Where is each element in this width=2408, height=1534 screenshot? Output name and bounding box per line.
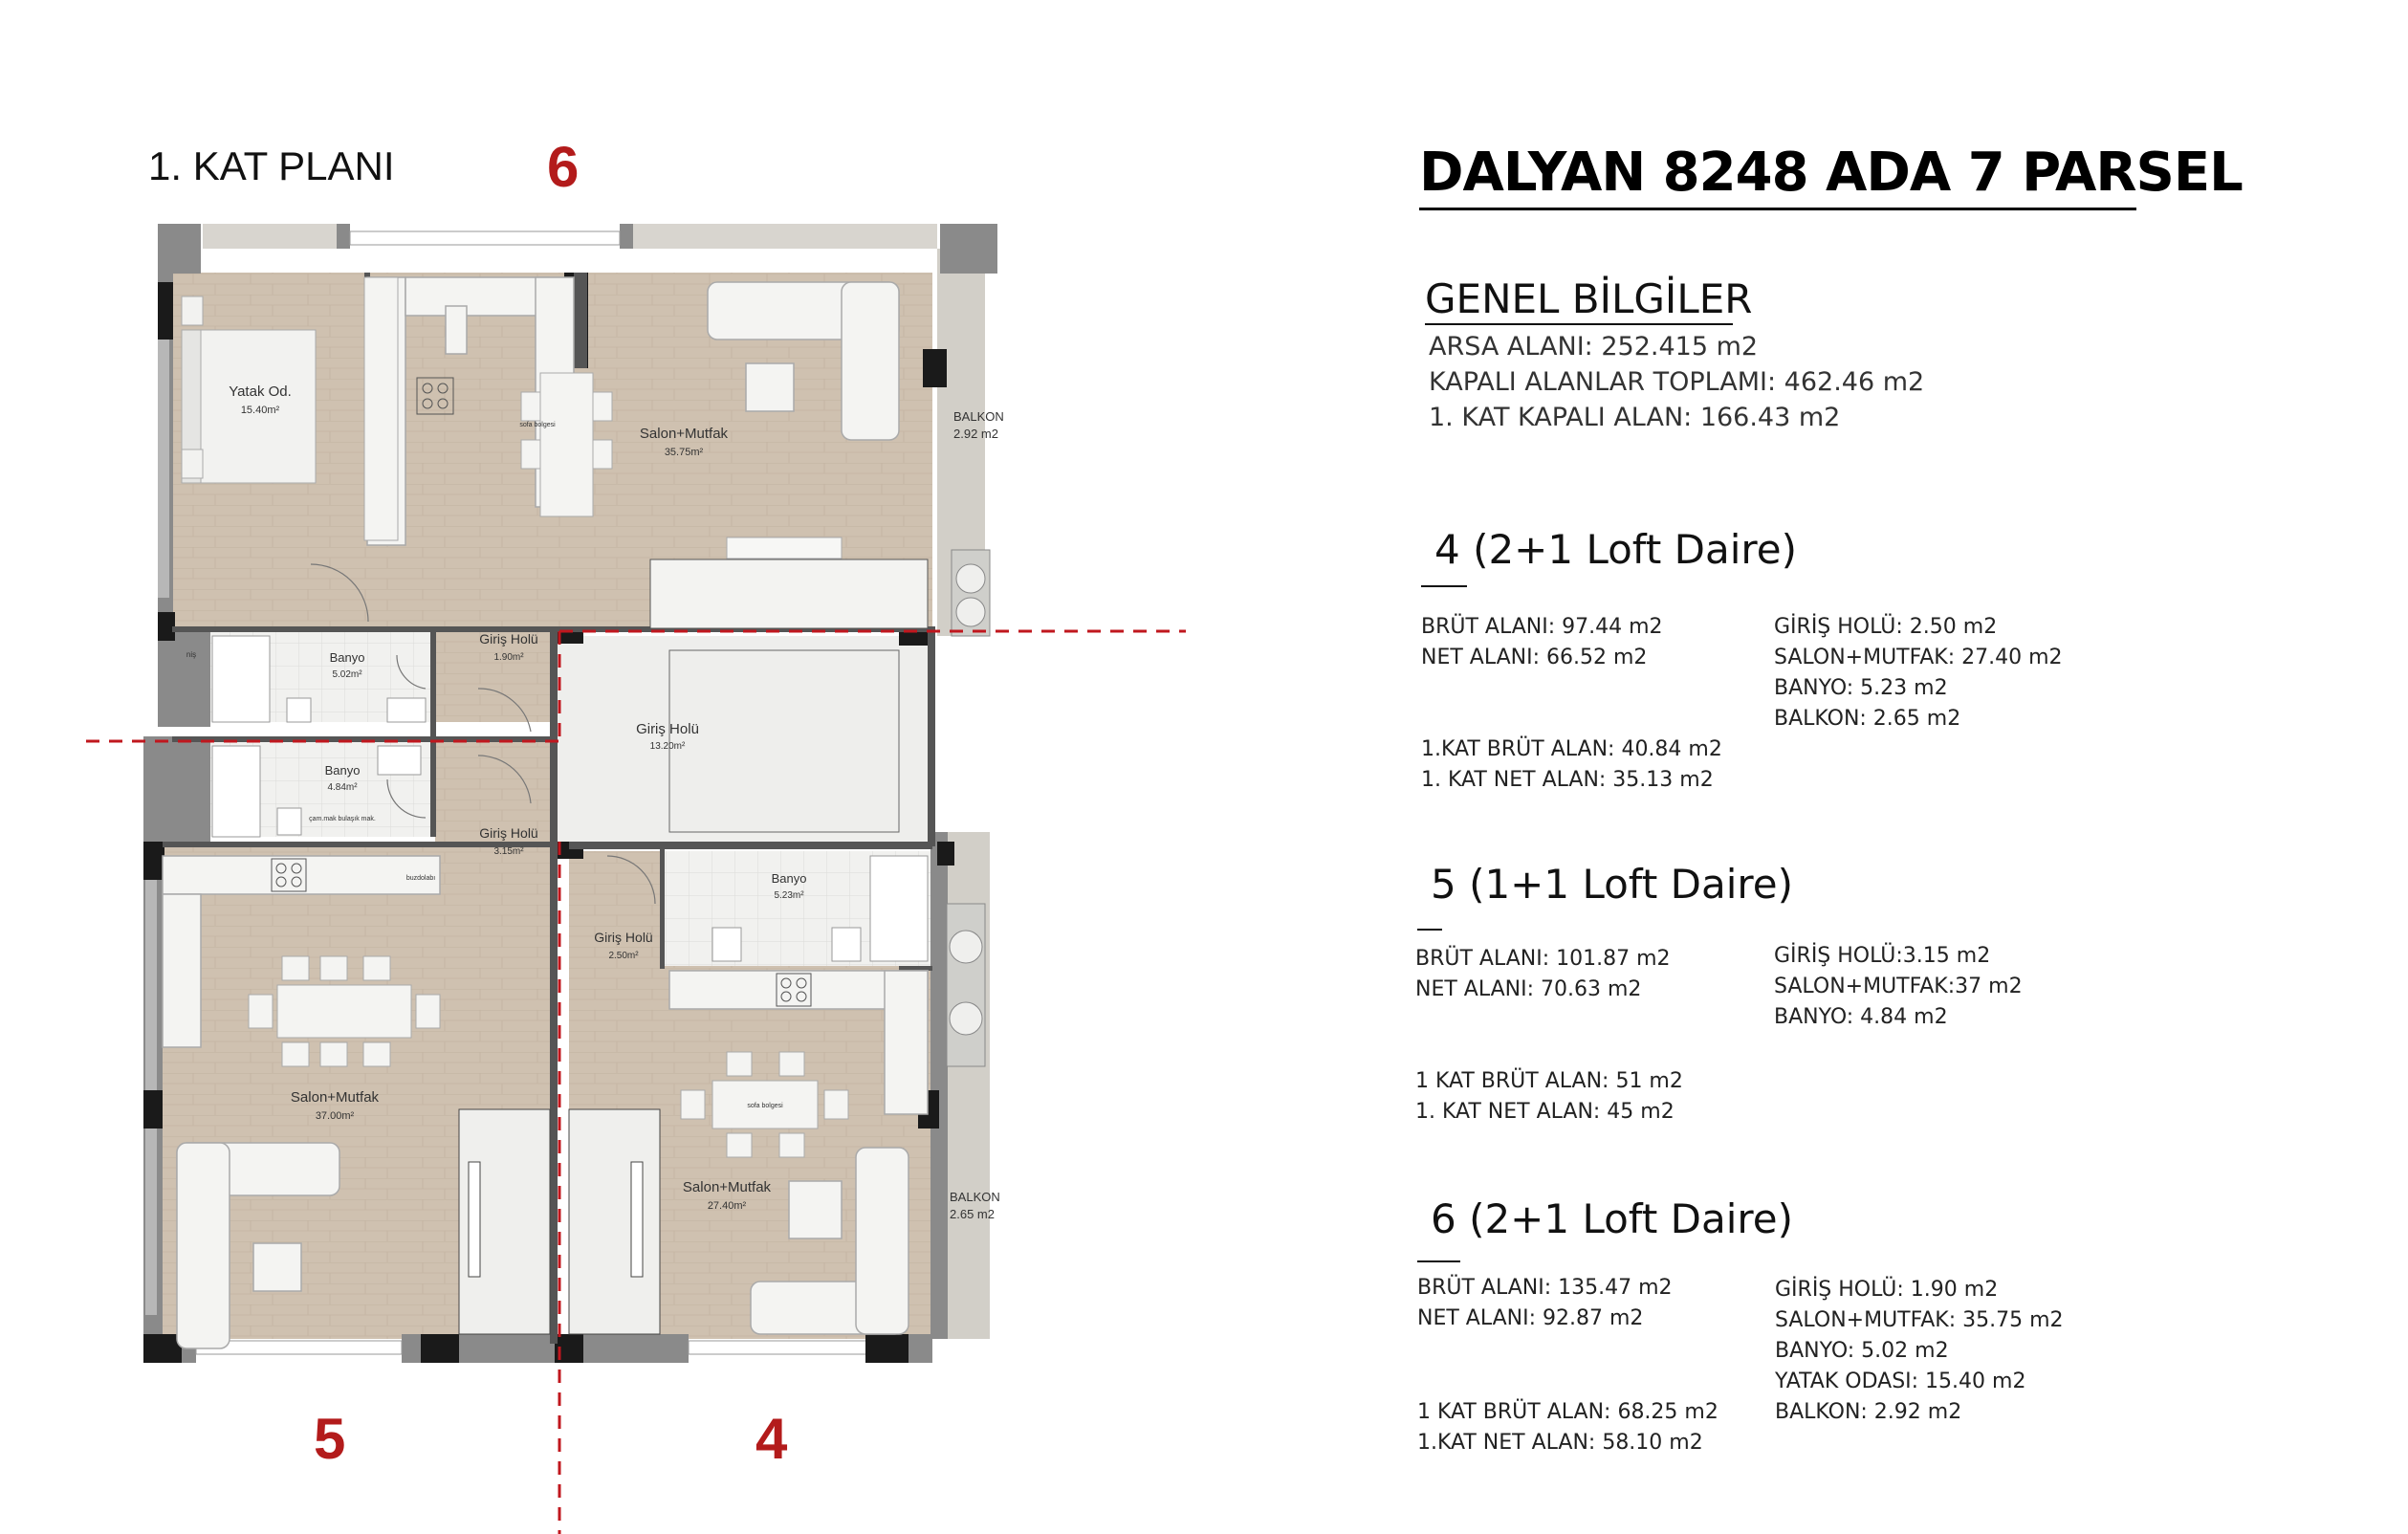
planter-icons: [947, 550, 990, 1066]
unit4-r2: SALON+MUTFAK: 27.40 m2: [1774, 646, 2063, 669]
room-area-yatak: 15.40m²: [240, 405, 280, 416]
project-title: DALYAN 8248 ADA 7 PARSEL: [1419, 142, 2243, 204]
unit-marker-bottom-left: 5: [314, 1407, 346, 1471]
unit5-title: 5 (1+1 Loft Daire): [1431, 861, 1793, 908]
unit6-underline: [1417, 1260, 1460, 1262]
room-label-banyo6: Banyo: [329, 650, 365, 665]
unit4-r1: GİRİŞ HOLÜ: 2.50 m2: [1774, 615, 1998, 639]
plan-title: 1. KAT PLANI: [148, 143, 395, 188]
unit6-title: 6 (2+1 Loft Daire): [1431, 1195, 1793, 1242]
room-label-banyo4: Banyo: [771, 871, 807, 886]
room-label-salon6: Salon+Mutfak: [639, 426, 729, 442]
room-area-salon5: 37.00m²: [315, 1110, 355, 1122]
balcony-label-bottom: BALKON: [950, 1190, 1000, 1204]
unit4-title: 4 (2+1 Loft Daire): [1434, 526, 1797, 573]
room-area-salon4: 27.40m²: [707, 1200, 747, 1212]
unit5-floor-net: 1. KAT NET ALAN: 45 m2: [1415, 1100, 1675, 1124]
unit4-gross: BRÜT ALANI: 97.44 m2: [1421, 615, 1663, 639]
room-label-giris4: Giriş Holü: [594, 930, 653, 945]
unit5-underline: [1417, 929, 1442, 931]
room-area-giris-central: 13.20m²: [649, 741, 686, 752]
unit6-net: NET ALANI: 92.87 m2: [1417, 1306, 1644, 1330]
unit5-floor-gross: 1 KAT BRÜT ALAN: 51 m2: [1415, 1069, 1683, 1093]
general-line-3: 1. KAT KAPALI ALAN: 166.43 m2: [1429, 403, 1841, 432]
unit5-r3: BANYO: 4.84 m2: [1774, 1005, 1948, 1029]
unit6-r1: GİRİŞ HOLÜ: 1.90 m2: [1775, 1278, 1999, 1302]
room-label-giris-central: Giriş Holü: [636, 721, 699, 737]
room-label-giris6: Giriş Holü: [479, 631, 538, 646]
unit5-r1: GİRİŞ HOLÜ:3.15 m2: [1774, 944, 1991, 968]
general-info-title: GENEL BİLGİLER: [1425, 275, 1753, 322]
unit6-wardrobe: [364, 277, 398, 540]
label-buzdolabi: buzdolabı: [405, 875, 436, 882]
stairs-bottom-left: [459, 1109, 550, 1334]
unit6-r5: BALKON: 2.92 m2: [1775, 1400, 1962, 1424]
balcony-top-left: [203, 224, 337, 249]
room-area-salon6: 35.75m²: [664, 447, 704, 458]
unit4-r3: BANYO: 5.23 m2: [1774, 676, 1948, 700]
unit6-r4: YATAK ODASI: 15.40 m2: [1775, 1370, 2026, 1393]
general-info-underline: [1425, 323, 1733, 325]
label-nis: niş: [186, 650, 197, 659]
balcony-label-top: BALKON: [953, 409, 1004, 424]
unit6-r2: SALON+MUTFAK: 35.75 m2: [1775, 1308, 2064, 1332]
balcony-area-top: 2.92 m2: [953, 427, 998, 441]
unit4-underline: [1421, 585, 1467, 587]
room-area-banyo4: 5.23m²: [774, 890, 804, 901]
unit6-gross: BRÜT ALANI: 135.47 m2: [1417, 1276, 1673, 1300]
unit5-net: NET ALANI: 70.63 m2: [1415, 977, 1642, 1001]
stairs-top: [650, 559, 928, 628]
unit6-tv-unit: [727, 537, 842, 559]
room-label-banyo5: Banyo: [324, 763, 361, 778]
unit5-r2: SALON+MUTFAK:37 m2: [1774, 975, 2023, 998]
label-camasir: çam.mak bulaşık mak.: [309, 816, 376, 822]
balcony-top-right: [622, 224, 937, 249]
unit5-gross: BRÜT ALANI: 101.87 m2: [1415, 947, 1671, 971]
general-line-1: ARSA ALANI: 252.415 m2: [1429, 332, 1759, 362]
unit6-floor-net: 1.KAT NET ALAN: 58.10 m2: [1417, 1431, 1703, 1455]
unit4-net: NET ALANI: 66.52 m2: [1421, 646, 1648, 669]
project-title-underline: [1419, 208, 2136, 210]
room-label-giris5: Giriş Holü: [479, 825, 538, 841]
balcony-area-bottom: 2.65 m2: [950, 1207, 995, 1221]
central-hall-floor: [555, 636, 932, 842]
room-label-salon5: Salon+Mutfak: [290, 1089, 380, 1106]
general-line-2: KAPALI ALANLAR TOPLAMI: 462.46 m2: [1429, 367, 1925, 397]
room-area-giris5: 3.15m²: [493, 846, 524, 857]
unit-marker-bottom-right: 4: [755, 1407, 788, 1471]
unit6-r3: BANYO: 5.02 m2: [1775, 1339, 1949, 1363]
room-area-banyo5: 4.84m²: [327, 782, 358, 793]
room-area-giris6: 1.90m²: [493, 652, 524, 663]
unit4-r4: BALKON: 2.65 m2: [1774, 707, 1961, 731]
room-label-salon4: Salon+Mutfak: [682, 1179, 772, 1195]
room-label-yatak: Yatak Od.: [229, 384, 292, 400]
unit4-floor-net: 1. KAT NET ALAN: 35.13 m2: [1421, 768, 1714, 792]
room-area-banyo6: 5.02m²: [332, 669, 362, 680]
label-sofa4: sofa bolgesi: [747, 1103, 783, 1109]
unit-marker-top: 6: [547, 135, 580, 199]
unit4-floor-gross: 1.KAT BRÜT ALAN: 40.84 m2: [1421, 737, 1722, 761]
label-sofa6: sofa bolgesi: [519, 422, 556, 428]
stairs-bottom-right: [569, 1109, 660, 1334]
room-area-giris4: 2.50m²: [608, 951, 639, 961]
floor-plan: [0, 0, 1195, 1534]
unit6-floor-gross: 1 KAT BRÜT ALAN: 68.25 m2: [1417, 1400, 1718, 1424]
